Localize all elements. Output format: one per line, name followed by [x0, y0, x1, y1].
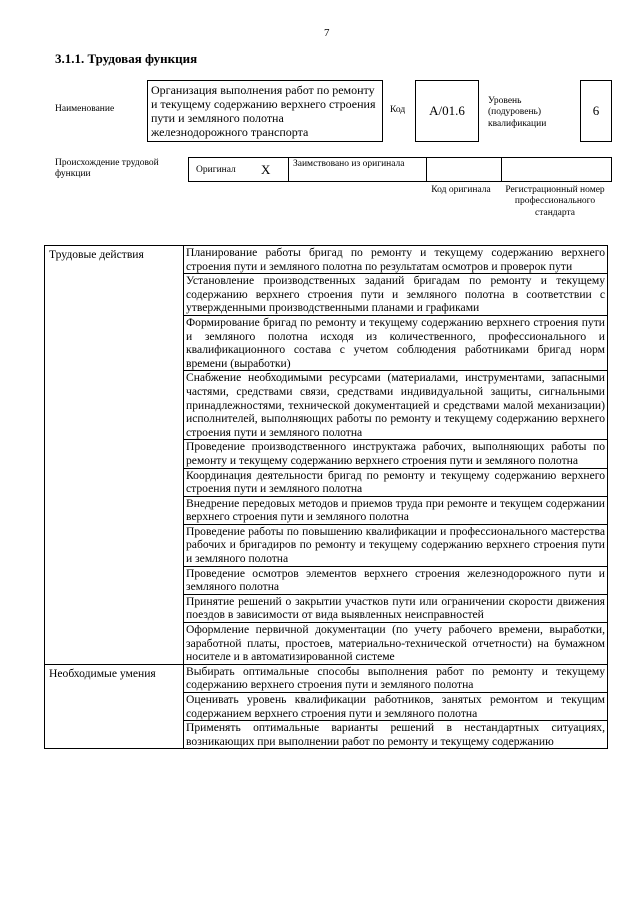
- code-value: А/01.6: [429, 103, 465, 118]
- code-box: [415, 80, 479, 142]
- table-cell: Установление производственных заданий бригадам по ремонту и текущему содержанию верхнего строения пути и земляного полотна в соответствии с утвержденными производственными планами и графиками: [184, 274, 608, 316]
- level-label: Уровень (подуровень) квалификации: [488, 96, 547, 129]
- original-mark: X: [261, 162, 271, 177]
- name-label: Наименование: [55, 104, 115, 114]
- table-cell: Формирование бригад по ремонту и текущему содержанию верхнего строения пути и земляного полотна исходя из количественного, профессионального и квалификационного состава с учетом соблюдения работниками бригад норм времени (выработки): [184, 315, 608, 370]
- borrowed-label: Заимствовано из оригинала: [293, 159, 405, 169]
- origin-label: Происхождение трудовой функции: [55, 158, 159, 180]
- page-number: 7: [324, 27, 330, 39]
- function-details-table: [44, 245, 608, 749]
- origin-divider-3: [501, 158, 502, 181]
- code-label: Код: [390, 105, 406, 115]
- origin-divider-2: [426, 158, 427, 181]
- level-box: [580, 80, 612, 142]
- table-cell: Проведение осмотров элементов верхнего строения железнодорожного пути и земляного полотна: [184, 566, 608, 594]
- section-label: Необходимые умения: [45, 664, 184, 749]
- table-row: [45, 246, 608, 274]
- section-title: 3.1.1. Трудовая функция: [55, 51, 198, 66]
- function-name-box: [147, 80, 383, 142]
- function-name-value: Организация выполнения работ по ремонту и текущему содержанию верхнего строения пути и земляного полотна железнодорожного транспорта: [151, 83, 376, 139]
- origin-box: [188, 157, 612, 182]
- table-cell: Оформление первичной документации (по учету рабочего времени, выработки, заработной платы, простоев, материально-технической отчетности) на бумажном носителе и в автоматизированной системе: [184, 623, 608, 665]
- table-cell: Принятие решений о закрытии участков пути или ограничении скорости движения поездов в зависимости от вида выявленных неисправностей: [184, 594, 608, 622]
- table-cell: Выбирать оптимальные способы выполнения работ по ремонту и текущему содержанию верхнего строения пути и земляного полотна: [184, 664, 608, 692]
- table-cell: Внедрение передовых методов и приемов труда при ремонте и текущем содержании верхнего строения пути и земляного полотна: [184, 496, 608, 524]
- section-label: Трудовые действия: [45, 246, 184, 665]
- reg-number-label: Регистрационный номер профессионального стандарта: [505, 185, 605, 218]
- original-label: Оригинал: [196, 165, 236, 175]
- table-cell: Проведение работы по повышению квалификации и профессионального мастерства рабочих и бригадиров по ремонту и текущему содержанию верхнего строения пути и земляного полотна: [184, 524, 608, 566]
- table-row: [45, 664, 608, 692]
- table-cell: Проведение производственного инструктажа рабочих, выполняющих работы по ремонту и текущему содержанию верхнего строения пути и земляного полотна: [184, 440, 608, 468]
- table-cell: Планирование работы бригад по ремонту и текущему содержанию верхнего строения пути и земляного полотна по результатам осмотров и проверок пути: [184, 246, 608, 274]
- code-original-label: Код оригинала: [431, 185, 491, 195]
- table-cell: Применять оптимальные варианты решений в нестандартных ситуациях, возникающих при выполнении работ по ремонту и текущему содержанию: [184, 721, 608, 749]
- table-cell: Оценивать уровень квалификации работников, занятых ремонтом и текущим содержанием верхнего строения пути и земляного полотна: [184, 693, 608, 721]
- origin-divider-1: [288, 158, 289, 181]
- level-value: 6: [592, 103, 600, 118]
- table-cell: Координация деятельности бригад по ремонту и текущему содержанию верхнего строения пути и земляного полотна: [184, 468, 608, 496]
- table-cell: Снабжение необходимыми ресурсами (материалами, инструментами, запасными частями, средствами связи, средствами индивидуальной защиты, сигнальными принадлежностями, технической документацией и средствами малой механизации) исполнителей, выполняющих работы по ремонту и текущему содержанию верхнего строения пути и земляного полотна: [184, 371, 608, 440]
